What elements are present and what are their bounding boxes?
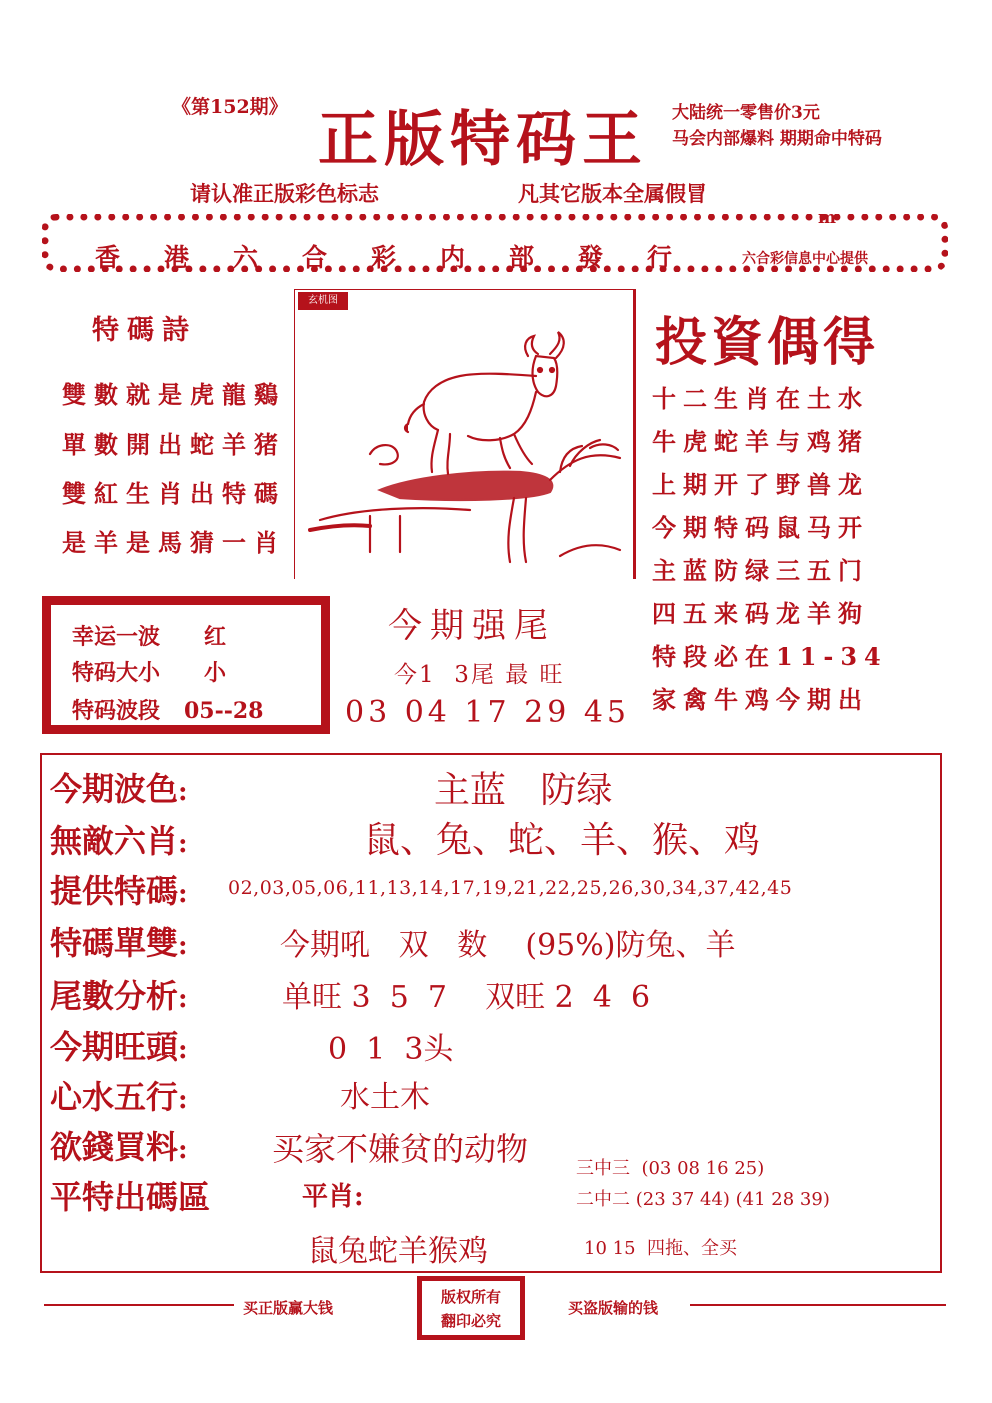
tail-numbers: 03 04 17 29 45 [345,695,631,730]
invest-line: 家禽牛鸡今期出 [652,685,869,714]
row-value: 买家不嫌贫的动物 [272,1130,529,1168]
row-label [50,1072,188,1118]
row-value: 鼠、兔、蛇、羊、猴、鸡 [364,820,761,861]
price-line: 大陆统一零售价3元 [672,103,820,123]
copyright-line: 翻印必究 [440,1312,501,1330]
footer-left-text: 买正版赢大钱 [243,1299,334,1317]
colon: : [178,829,188,859]
lucky-label: 特码大小 [72,660,161,686]
ox-stamp: 玄机图 [298,292,348,310]
tail-title: 今期强尾 [388,606,556,646]
flat-sub-label: 平肖: [302,1182,364,1212]
row-value: 主蓝 防绿 [434,770,613,811]
colon: : [178,1135,188,1165]
poem-line: 單數開出蛇羊猪 [62,430,286,459]
invest-line: 四五来码龙羊狗 [652,599,869,628]
lucky-row [72,656,226,687]
invest-line: 主蓝防绿三五门 [652,556,869,585]
label-text: 欲錢買料 [50,1128,179,1166]
row-label [50,764,188,810]
row-label [50,971,188,1017]
invest-line: 特段必在11-34 [652,642,888,671]
label-text: 提供特碼 [50,872,179,910]
colon: : [178,1085,188,1115]
row-value: 0 1 3头 [328,1032,454,1067]
lucky-label: 幸运一波 [72,624,161,650]
banner-provider: 六合彩信息中心提供 [742,251,868,267]
label-text: 特碼單雙 [50,924,179,962]
poem-line: 是羊是馬猜一肖 [62,528,286,557]
row-label [50,1022,188,1068]
lucky-label: 特码波段 [72,698,161,724]
label-text: 尾數分析 [50,977,179,1015]
invest-line: 牛虎蛇羊与鸡猪 [652,427,869,456]
tail-sub: 今1 3尾 最 旺 [394,662,565,688]
poem-title: 特碼詩 [92,315,197,346]
poem-line: 雙紅生肖出特碼 [62,479,286,508]
colon: : [178,1035,188,1065]
label-text: 今期旺頭 [50,1028,179,1066]
lucky-row [72,694,264,725]
invest-line: 十二生肖在土水 [652,384,869,413]
copyright-box [417,1276,525,1340]
row-value: 单旺 3 5 7 双旺 2 4 6 [282,980,651,1015]
invest-title: 投資偶得 [655,312,880,373]
combo-line: 10 15 四拖、全买 [584,1238,737,1259]
invest-line: 上期开了野兽龙 [652,470,869,499]
notice-right: 凡其它版本全属假冒 [518,181,707,206]
lucky-value: 小 [204,660,227,686]
row-value: 今期吼 双 数 (95%)防兔、羊 [280,928,736,963]
row-label [50,918,188,964]
ox-illustration [300,330,630,570]
lucky-value: 05--28 [184,698,264,724]
label-text: 心水五行 [50,1078,179,1116]
flat-animals: 鼠兔蛇羊猴鸡 [308,1234,488,1269]
row-label: 平特出碼區 [50,1178,211,1216]
banner-text: 香港六合彩内部發行 [95,243,717,272]
tagline: 马会内部爆料 期期命中特码 [672,129,882,149]
footer-rule-left [44,1304,234,1306]
footer-rule-right [690,1304,946,1306]
copyright-line: 版权所有 [440,1288,501,1306]
combo-line: 二中二 (23 37 44) (41 28 39) [576,1189,830,1210]
issue-number: 《第152期》 [172,96,288,118]
colon: : [178,931,188,961]
footer-right-text: 买盗版输的钱 [568,1299,659,1317]
banner-mark: m [818,208,836,228]
colon: : [178,777,188,807]
row-label [50,1122,188,1168]
lucky-row [72,620,226,651]
poem-line: 雙數就是虎龍鷄 [62,380,286,409]
colon: : [178,984,188,1014]
invest-line: 今期特码鼠马开 [652,513,869,542]
page-title: 正版特码王 [318,105,648,175]
combo-line: 三中三 (03 08 16 25) [576,1158,765,1179]
lucky-value: 红 [204,624,227,650]
colon: : [178,879,188,909]
notice-left: 请认准正版彩色标志 [190,181,379,206]
row-value: 水土木 [340,1080,430,1115]
row-label [50,816,188,862]
row-value: 02,03,05,06,11,13,14,17,19,21,22,25,26,30,34,37,42,45 [228,877,793,899]
row-label [50,866,188,912]
label-text: 今期波色 [50,770,179,808]
label-text: 無敵六肖 [50,822,179,860]
